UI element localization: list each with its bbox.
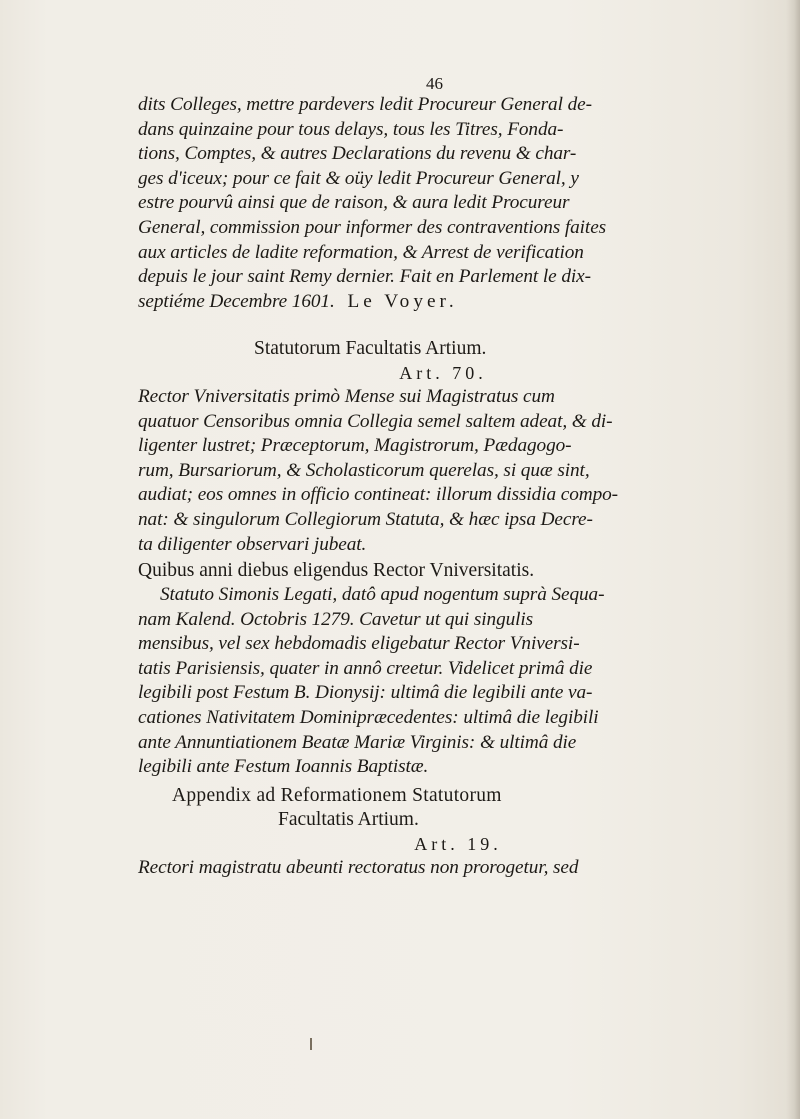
rector-election-body <box>138 583 738 780</box>
text-line: nat: & singulorum Collegiorum Statuta, & hæc ipsa Decre- <box>138 508 593 530</box>
page-number: 46 <box>426 74 443 93</box>
text-line: dits Colleges, mettre pardevers ledit Procureur General de- <box>138 94 592 115</box>
french-decree <box>138 93 738 314</box>
text-line: ante Annuntiationem Beatæ Mariæ Virginis: & ultimâ die <box>138 731 577 753</box>
text-line: mensibus, vel sex hebdomadis eligebatur Rector Vniversi- <box>138 633 580 655</box>
article-number: Art. 19. <box>414 834 502 854</box>
text-line: ta diligenter observari jubeat. <box>138 533 367 555</box>
article-70-body <box>138 385 738 557</box>
text-line-last <box>138 290 738 315</box>
article-number: Art. 70. <box>399 363 487 383</box>
decree-date: septiéme Decembre 1601. <box>138 290 335 312</box>
section-heading: Statutorum Facultatis Artium. <box>254 338 487 359</box>
text-line: ligenter lustret; Præceptorum, Magistrorum, Pædagogo- <box>138 435 572 457</box>
text-line: legibili ante Festum Ioannis Baptistæ. <box>138 756 429 778</box>
text-line: quatuor Censoribus omnia Collegia semel saltem adeat, & di- <box>138 410 613 432</box>
signature: Le Voyer. <box>347 290 458 312</box>
rector-election-heading: Quibus anni diebus eligendus Rector Vniversitatis. <box>138 560 535 581</box>
text-line: General, commission pour informer des contraventions faites <box>138 216 607 238</box>
text-line: Statuto Simonis Legati, datô apud nogentum suprà Sequa- <box>160 584 605 605</box>
text-line: estre pourvû ainsi que de raison, & aura ledit Procureur <box>138 192 570 214</box>
text-line: audiat; eos omnes in officio contineat: illorum dissidia compo- <box>138 484 618 506</box>
text-line: Rector Vniversitatis primò Mense sui Magistratus cum <box>138 386 555 407</box>
ink-mark <box>310 1038 312 1050</box>
text-line: cationes Nativitatem Dominipræcedentes: ultimâ die legibili <box>138 706 599 728</box>
appendix-heading-line-1: Appendix ad Reformationem Statutorum <box>172 785 502 806</box>
page-edge-shadow <box>786 0 800 1119</box>
text-line: depuis le jour saint Remy dernier. Fait en Parlement le dix- <box>138 266 591 288</box>
appendix-heading-line-2: Facultatis Artium. <box>278 809 419 830</box>
text-line: Rectori magistratu abeunti rectoratus non prorogetur, sed <box>138 857 579 878</box>
text-line: legibili post Festum B. Dionysij: ultimâ die legibili ante va- <box>138 682 593 704</box>
text-line: aux articles de ladite reformation, & Arrest de verification <box>138 241 584 263</box>
text-line: nam Kalend. Octobris 1279. Cavetur ut qui singulis <box>138 608 534 630</box>
text-line: ges d'iceux; pour ce fait & oüy ledit Procureur General, y <box>138 167 579 189</box>
text-line: tions, Comptes, & autres Declarations du revenu & char- <box>138 143 577 165</box>
text-line: dans quinzaine pour tous delays, tous les Titres, Fonda- <box>138 118 564 140</box>
article-19-body <box>138 856 738 881</box>
text-line: rum, Bursariorum, & Scholasticorum querelas, si quæ sint, <box>138 459 590 481</box>
text-line: tatis Parisiensis, quater in annô creetur. Videlicet primâ die <box>138 657 593 679</box>
